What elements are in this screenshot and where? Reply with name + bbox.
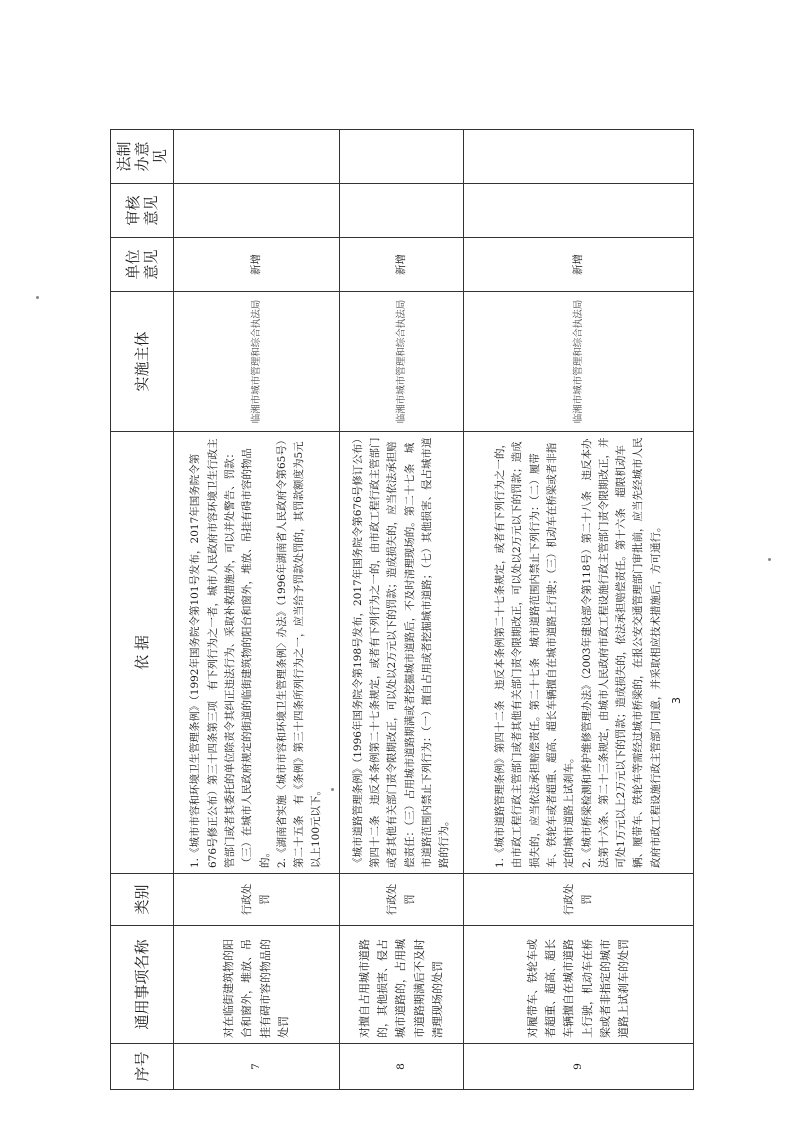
header-name: 通用事项名称 [111,926,174,1044]
rotated-table-sheet [110,130,683,1090]
row-basis [464,432,694,874]
header-row [111,130,174,1090]
row-basis [340,432,464,874]
row-seq: 9 [464,1044,694,1090]
basis-paragraph: 1.《城市道路管理条例》第四十二条 违反本条例第二十七条规定，或者有下列行为之一的，由市政工程行政主管部门或者其他有关部门责令限期改正，可以处以2万元以下的罚款；造成损失的，应当依法承担赔偿责任。第二十七条 城市道路范围内禁止下列行为：（二）履带车、铁轮车或者超重、超高、超长车辆擅自在城市道路上行驶；（三）机动车在桥梁或者非指定的城市道路上试刹车。 [493,437,576,868]
scan-speck [36,296,39,299]
page-number: 3 [670,697,683,704]
row-seq: 7 [174,1044,340,1090]
basis-paragraph: 2.《湖南省实施〈城市市容和环境卫生管理条例〉办法》（1996年湖南省人民政府令第65号）第二十五条 有《条例》第三十四条所列行为之一，应当给予罚款处罚的，其罚款额度为5元以上100元以下。 [275,439,323,868]
row-subject: 临湘市城市管理和综合执法局 [174,292,340,432]
header-review-opinion: 审核意见 [111,184,174,238]
row-legal-opinion [174,130,340,184]
header-basis: 依 据 [111,432,174,874]
row-review-opinion [340,184,464,238]
basis-paragraph: 1.《城市市容和环境卫生管理条例》（1992年国务院令第101号发布，2017年国务院令第676号修正公布）第三十四条第三项 有下列行为之一者，城市人民政府市容环境卫生行政主管部门或者其委托的单位除责令其纠正违法行为、采取补救措施外，可以并处警告、罚款：（三）在城市人民政府规定的街道的临街建筑物的阳台和窗外，堆放、吊挂有碍市容的物品的。 [189,438,271,868]
row-unit-opinion: 新增 [464,238,694,292]
row-name: 对履带车、铁轮车或者超重、超高、超长车辆擅自在城市道路上行驶，机动车在桥梁或者非指定的城市道路上试刹车的处罚 [464,926,694,1044]
header-legal-opinion: 法制办意见 [111,130,174,184]
header-subject: 实施主体 [111,292,174,432]
row-review-opinion [464,184,694,238]
row-basis [174,432,340,874]
basis-paragraph: 2.《城市桥梁检测和养护维修管理办法》（2003年建设部令第118号）第二十八条 违反本办法第十六条、第二十三条规定，由城市人民政府市政工程设施行政主管部门责令限期改正，并可处1万元以上2万元以下的罚款；造成损失的，依法承担赔偿责任。第十六条 超限机动车辆、履带车、铁轮车等需经过城市桥梁的，在报公安交通管理部门审批前，应当先经城市人民政府市政工程设施行政主管部门同意，并采取相应技术措施后，方可通行。 [580,437,662,868]
row-category: 行政处罚 [340,874,464,926]
header-unit-opinion: 单位意见 [111,238,174,292]
row-legal-opinion [340,130,464,184]
row-name: 对擅自占用城市道路的，其他损害、侵占城市道路的，占用城市道路期满后不及时清理现场的处罚 [340,926,464,1044]
row-unit-opinion: 新增 [174,238,340,292]
matters-table [110,129,694,1090]
row-category: 行政处罚 [174,874,340,926]
scan-speck [331,788,334,791]
row-name: 对在临街建筑物的阳台和窗外，堆放、吊挂有碍市容的物品的处罚 [174,926,340,1044]
row-unit-opinion: 新增 [340,238,464,292]
row-subject: 临湘市城市管理和综合执法局 [464,292,694,432]
table-row [340,130,464,1090]
row-legal-opinion [464,130,694,184]
table-row [174,130,340,1090]
table-row [464,130,694,1090]
header-category: 类别 [111,874,174,926]
row-seq: 8 [340,1044,464,1090]
row-review-opinion [174,184,340,238]
row-subject: 临湘市城市管理和综合执法局 [340,292,464,432]
scan-speck [768,558,771,561]
header-seq: 序号 [111,1044,174,1090]
row-category: 行政处罚 [464,874,694,926]
basis-paragraph: 《城市道路管理条例》（1996年国务院令第198号发布，2017年国务院令第676号修订公布）第四十二条 违反本条例第二十七条规定，或者有下列行为之一的，由市政工程行政主管部门或者其他有关部门责令限期改正，可以处以2万元以下的罚款；造成损失的，应当依法承担赔偿责任：（三）占用城市道路期满或者挖掘城市道路后，不及时清理现场的。第二十七条 城市道路范围内禁止下列行为：（一）擅自占用或者挖掘城市道路；（七）其他损害、侵占城市道路的行为。 [351,437,451,868]
